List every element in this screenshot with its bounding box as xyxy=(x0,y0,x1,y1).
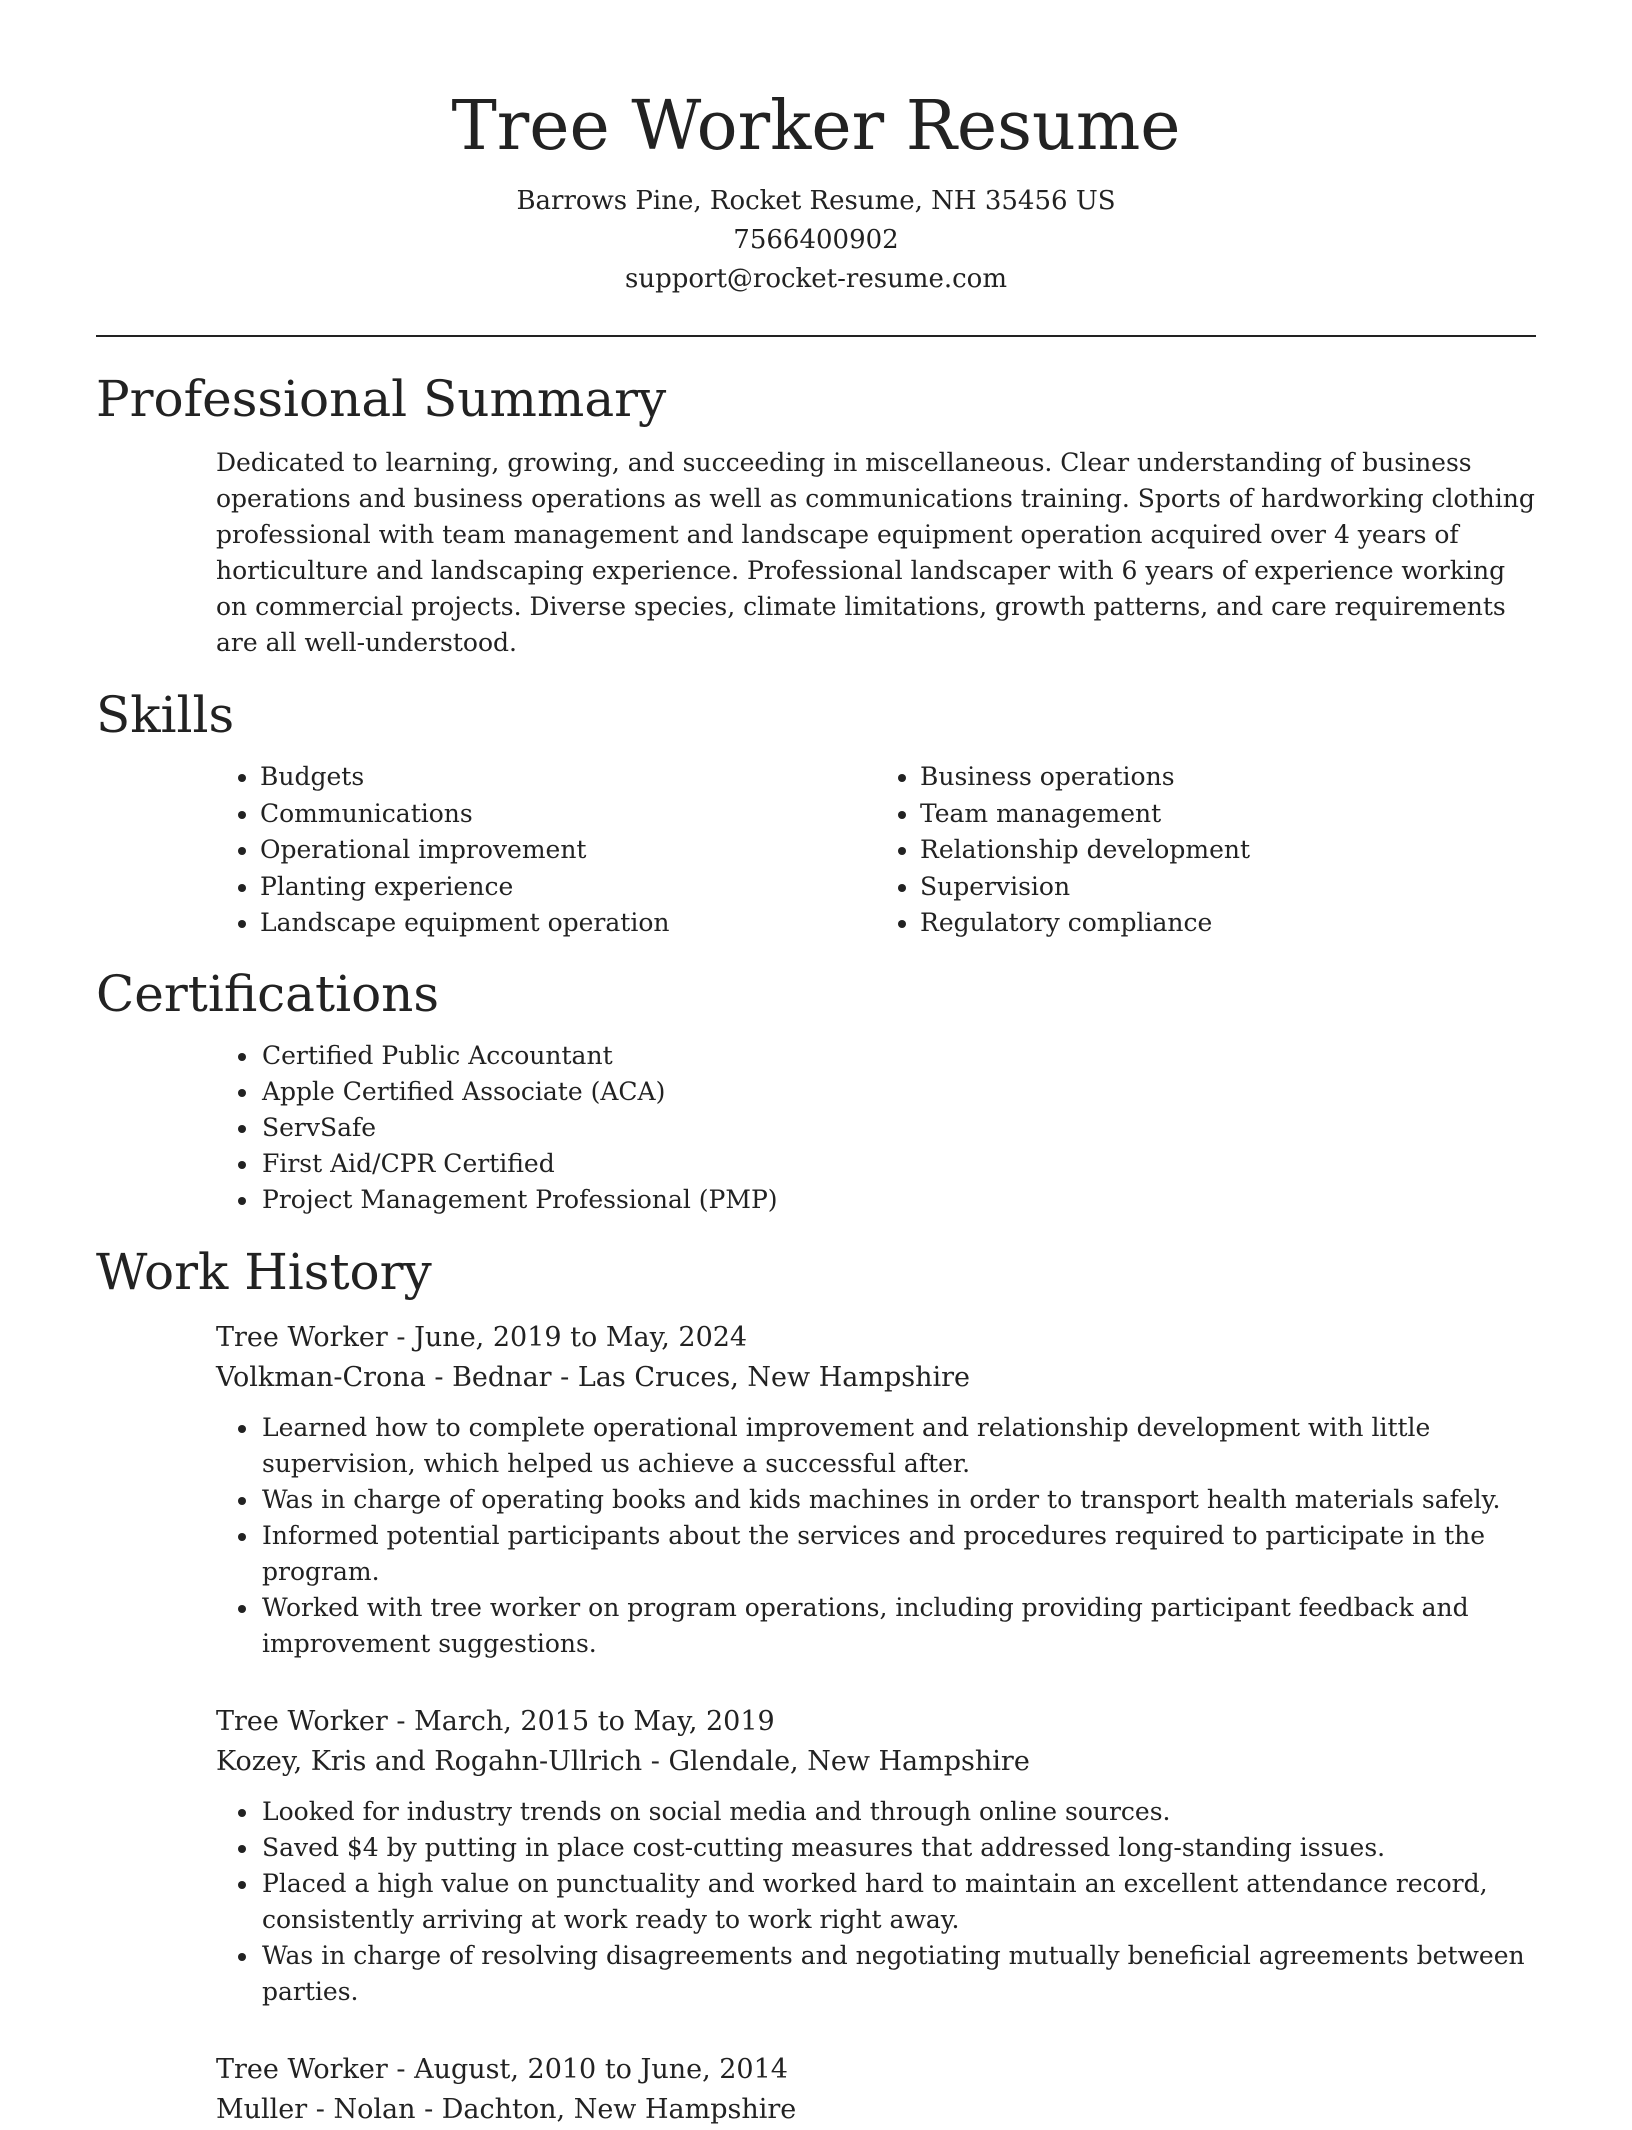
certification-item: • First Aid/CPR Certified xyxy=(260,1146,1536,1182)
skill-item: • Communications xyxy=(260,796,876,833)
resume-page xyxy=(96,0,1536,2130)
job-title-line: Tree Worker - June, 2019 to May, 2024 xyxy=(216,1321,748,1353)
job-bullet: • Looked for industry trends on social media and through online sources. xyxy=(260,1794,1536,1830)
certification-item: • ServSafe xyxy=(260,1110,1536,1146)
job-dates: March, 2015 to May, 2019 xyxy=(414,1705,775,1737)
job-bullet: • Placed a high value on punctuality and worked hard to maintain an excellent attendance record, consistently arriving at work ready to work right away. xyxy=(260,1866,1536,1938)
contact-phone: 7566400902 xyxy=(733,225,899,255)
job-title: Tree Worker xyxy=(216,1321,388,1353)
job-bullet: • Worked with tree worker on program operations, including providing participant feedback and improvement suggestions. xyxy=(260,1590,1536,1662)
job-dates: August, 2010 to June, 2014 xyxy=(414,2053,788,2085)
work-history-heading: Work History xyxy=(96,1242,432,1301)
skill-item: • Landscape equipment operation xyxy=(260,905,876,942)
certification-item: • Certified Public Accountant xyxy=(260,1038,1536,1074)
skill-item: • Team management xyxy=(920,796,1536,833)
skills-column-left xyxy=(216,759,876,942)
skill-item: • Budgets xyxy=(260,759,876,796)
job-bullet: • Learned how to complete operational improvement and relationship development with little supervision, which helped us achieve a successful after. xyxy=(260,1410,1536,1482)
job-location: Las Cruces, New Hampshire xyxy=(577,1361,971,1393)
certifications-list xyxy=(216,1038,1536,1218)
skill-item: • Planting experience xyxy=(260,869,876,906)
job-bullet: • Saved $4 by putting in place cost-cutting measures that addressed long-standing issues. xyxy=(260,1830,1536,1866)
job-company: Muller - Nolan xyxy=(216,2093,416,2125)
job-bullet: • Informed potential participants about the services and procedures required to participate in the program. xyxy=(260,1518,1536,1590)
job-entry xyxy=(216,1318,1536,1662)
job-company: Volkman-Crona - Bednar xyxy=(216,1361,552,1393)
job-title: Tree Worker xyxy=(216,2053,388,2085)
skill-item: • Business operations xyxy=(920,759,1536,796)
skills-grid xyxy=(216,759,1536,942)
skills-section xyxy=(96,683,1536,942)
contact-block xyxy=(96,182,1536,299)
job-company-line: Kozey, Kris and Rogahn-Ullrich - Glendale, New Hampshire xyxy=(216,1745,1030,1777)
certification-item: • Project Management Professional (PMP) xyxy=(260,1182,1536,1218)
summary-heading: Professional Summary xyxy=(96,370,667,428)
job-dates: June, 2019 to May, 2024 xyxy=(414,1321,748,1353)
summary-text: Dedicated to learning, growing, and succeeding in miscellaneous. Clear understanding of business operations and business operations as well as communications training. Sports of hardworking clothing professional with team management and landscape equipment operation acquired over 4 years of horticulture and landscaping experience. Professional landscaper with 6 years of experience working on commercial projects. Diverse species, climate limitations, growth patterns, and care requirements are all well-understood. xyxy=(216,448,1535,657)
job-bullets xyxy=(216,1794,1536,2010)
skills-heading: Skills xyxy=(96,686,235,744)
contact-address: Barrows Pine, Rocket Resume, NH 35456 US xyxy=(516,186,1116,216)
skills-column-right xyxy=(876,759,1536,942)
work-history-section xyxy=(96,1240,1536,2130)
certifications-section xyxy=(96,962,1536,1218)
summary-section xyxy=(96,367,1536,661)
header-divider xyxy=(96,335,1536,337)
skill-item: • Regulatory compliance xyxy=(920,905,1536,942)
job-entry xyxy=(216,1702,1536,2010)
job-company: Kozey, Kris and Rogahn-Ullrich xyxy=(216,1745,643,1777)
job-entry xyxy=(216,2050,1536,2130)
skill-item: • Supervision xyxy=(920,869,1536,906)
job-location: Dachton, New Hampshire xyxy=(441,2093,797,2125)
resume-title: Tree Worker Resume xyxy=(451,87,1181,166)
job-bullets xyxy=(216,1410,1536,1662)
job-title-line: Tree Worker - March, 2015 to May, 2019 xyxy=(216,1705,775,1737)
contact-email: support@rocket-resume.com xyxy=(624,264,1007,294)
job-company-line: Volkman-Crona - Bednar - Las Cruces, New Hampshire xyxy=(216,1361,971,1393)
job-bullet: • Was in charge of resolving disagreements and negotiating mutually beneficial agreements between parties. xyxy=(260,1938,1536,2010)
certifications-heading: Certifications xyxy=(96,964,440,1023)
resume-header xyxy=(96,0,1536,299)
skill-item: • Operational improvement xyxy=(260,832,876,869)
skill-item: • Relationship development xyxy=(920,832,1536,869)
job-title: Tree Worker xyxy=(216,1705,388,1737)
job-bullet: • Was in charge of operating books and kids machines in order to transport health materials safely. xyxy=(260,1482,1536,1518)
job-title-line: Tree Worker - August, 2010 to June, 2014 xyxy=(216,2053,788,2085)
job-location: Glendale, New Hampshire xyxy=(668,1745,1030,1777)
job-company-line: Muller - Nolan - Dachton, New Hampshire xyxy=(216,2093,797,2125)
certification-item: • Apple Certified Associate (ACA) xyxy=(260,1074,1536,1110)
